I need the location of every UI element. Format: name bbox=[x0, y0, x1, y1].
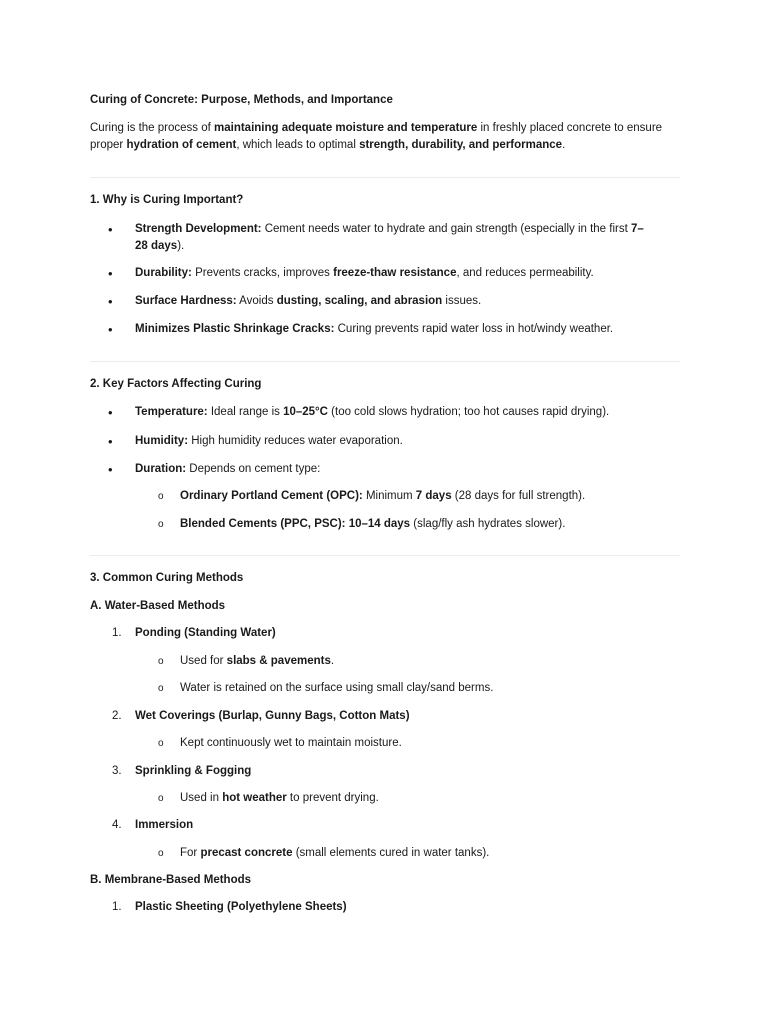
circle-bullet-icon: o bbox=[158, 683, 164, 694]
list-item-text: Strength Development: Cement needs water to hydrate and gain strength (especially in the first 7–28 days). bbox=[135, 223, 644, 252]
section-divider bbox=[90, 361, 680, 362]
numbered-item-label: Plastic Sheeting (Polyethylene Sheets) bbox=[135, 901, 347, 913]
intro-bold: hydration of cement bbox=[126, 139, 237, 151]
list-item-text: Used in hot weather to prevent drying. bbox=[180, 792, 379, 804]
bullet-icon: • bbox=[108, 294, 113, 309]
list-item-text: Minimizes Plastic Shrinkage Cracks: Curing prevents rapid water loss in hot/windy weather. bbox=[135, 323, 614, 335]
circle-bullet-icon: o bbox=[158, 738, 164, 749]
intro-text: . bbox=[562, 139, 566, 151]
numbered-item-label: Sprinkling & Fogging bbox=[135, 765, 252, 777]
list-item-text: Surface Hardness: Avoids dusting, scaling, and abrasion issues. bbox=[135, 295, 482, 307]
section-heading-why-curing: 1. Why is Curing Important? bbox=[90, 194, 244, 206]
document-title: Curing of Concrete: Purpose, Methods, and Importance bbox=[90, 94, 393, 106]
circle-bullet-icon: o bbox=[158, 848, 164, 859]
circle-bullet-icon: o bbox=[158, 519, 164, 530]
list-item-text: Water is retained on the surface using small clay/sand berms. bbox=[180, 682, 494, 694]
intro-bold: maintaining adequate moisture and temperature bbox=[214, 122, 478, 134]
subsection-heading-water-based: A. Water-Based Methods bbox=[90, 600, 226, 612]
section-divider bbox=[90, 555, 680, 556]
section-heading-curing-methods: 3. Common Curing Methods bbox=[90, 572, 244, 584]
bullet-icon: • bbox=[108, 322, 113, 337]
item-number: 4. bbox=[112, 819, 122, 831]
intro-paragraph bbox=[90, 120, 680, 154]
numbered-item-label: Ponding (Standing Water) bbox=[135, 627, 276, 639]
bullet-icon: • bbox=[108, 462, 113, 477]
item-number: 1. bbox=[112, 901, 122, 913]
intro-text: in freshly placed concrete to ensure proper bbox=[90, 122, 663, 151]
numbered-item-label: Wet Coverings (Burlap, Gunny Bags, Cotton Mats) bbox=[135, 710, 410, 722]
bullet-icon: • bbox=[108, 266, 113, 281]
list-item-text: For precast concrete (small elements cured in water tanks). bbox=[180, 847, 490, 859]
item-number: 1. bbox=[112, 627, 122, 639]
item-number: 2. bbox=[112, 710, 122, 722]
item-number: 3. bbox=[112, 765, 122, 777]
list-item-text: Kept continuously wet to maintain moisture. bbox=[180, 737, 402, 749]
list-item-text: Ordinary Portland Cement (OPC): Minimum 7 days (28 days for full strength). bbox=[180, 490, 586, 502]
intro-text: Curing is the process of bbox=[90, 122, 215, 134]
circle-bullet-icon: o bbox=[158, 656, 164, 667]
list-item-text: Blended Cements (PPC, PSC): 10–14 days (slag/fly ash hydrates slower). bbox=[180, 518, 566, 530]
list-item-text: Durability: Prevents cracks, improves freeze-thaw resistance, and reduces permeability. bbox=[135, 267, 594, 279]
bullet-icon: • bbox=[108, 434, 113, 449]
section-heading-key-factors: 2. Key Factors Affecting Curing bbox=[90, 378, 262, 390]
subsection-heading-membrane-based: B. Membrane-Based Methods bbox=[90, 874, 252, 886]
intro-text: , which leads to optimal bbox=[236, 139, 360, 151]
list-item-text: Humidity: High humidity reduces water evaporation. bbox=[135, 435, 403, 447]
circle-bullet-icon: o bbox=[158, 793, 164, 804]
bullet-icon: • bbox=[108, 405, 113, 420]
numbered-item-label: Immersion bbox=[135, 819, 194, 831]
section-divider bbox=[90, 177, 680, 178]
intro-bold: strength, durability, and performance bbox=[359, 139, 563, 151]
list-item-text: Duration: Depends on cement type: bbox=[135, 463, 321, 475]
list-item-text: Temperature: Ideal range is 10–25°C (too cold slows hydration; too hot causes rapid drying). bbox=[135, 406, 610, 418]
list-item-text: Used for slabs & pavements. bbox=[180, 655, 335, 667]
bullet-icon: • bbox=[108, 222, 113, 237]
circle-bullet-icon: o bbox=[158, 491, 164, 502]
